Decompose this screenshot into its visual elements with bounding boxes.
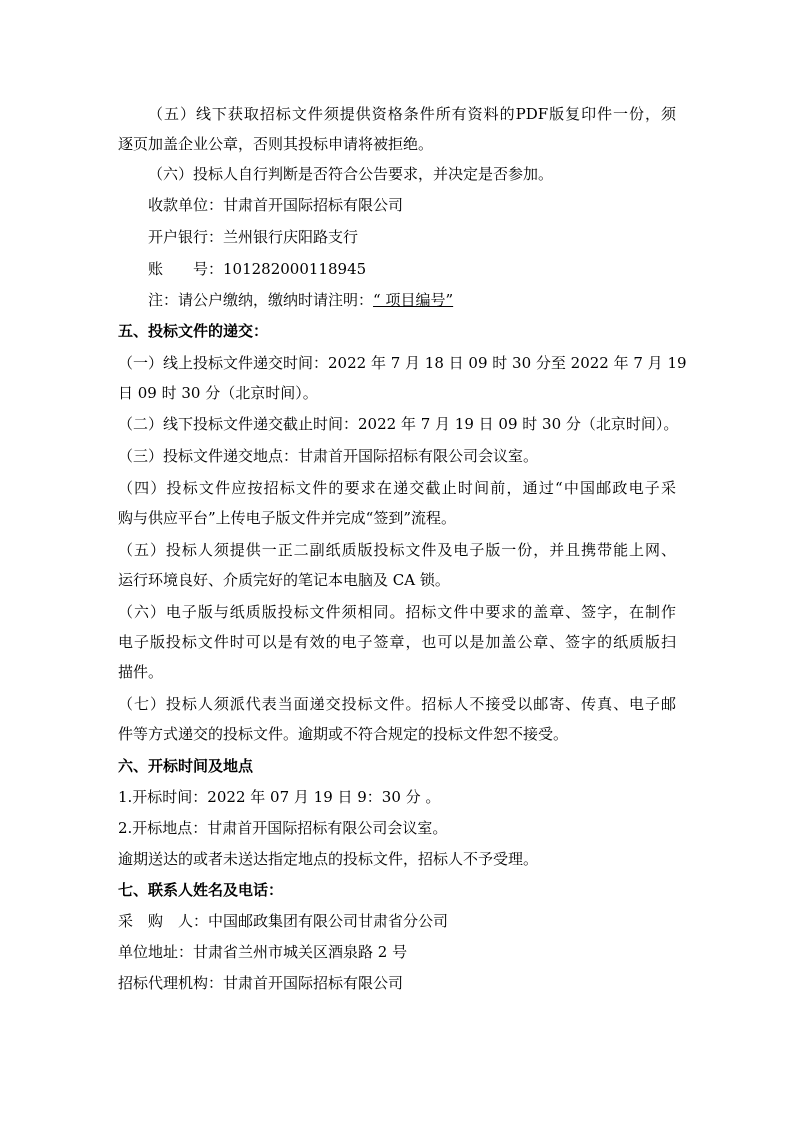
item-1-line-2: 日 09 时 30 分（北京时间）。	[118, 384, 318, 402]
item-4-line-1: （四）投标文件应按招标文件的要求在递交截止时间前，通过“中国邮政电子采	[118, 479, 676, 497]
item-4-line-2: 购与供应平台”上传电子版文件并完成“签到”流程。	[118, 509, 457, 527]
payee-line: 收款单位：甘肃首开国际招标有限公司	[148, 196, 404, 214]
item-1-line-1: （一）线上投标文件递交时间：2022 年 7 月 18 日 09 时 30 分至 2022 年 7 月 19	[118, 354, 687, 372]
item-7-line-2: 件等方式递交的投标文件。逾期或不符合规定的投标文件恕不接受。	[118, 725, 569, 743]
purchaser-line: 采 购 人：中国邮政集团有限公司甘肃省分公司	[118, 912, 449, 930]
item-5-line-2: 运行环境良好、介质完好的笔记本电脑及 CA 锁。	[118, 571, 450, 589]
bank-line: 开户银行：兰州银行庆阳路支行	[148, 228, 359, 246]
item-5-line-1: （五）投标人须提供一正二副纸质版投标文件及电子版一份，并且携带能上网、	[118, 541, 676, 559]
opening-place: 2.开标地点：甘肃首开国际招标有限公司会议室。	[118, 819, 448, 837]
item-2: （二）线下投标文件递交截止时间：2022 年 7 月 19 日 09 时 30 分（北京时间）。	[118, 415, 679, 433]
account-line: 账 号：101282000118945	[148, 260, 367, 278]
paragraph-5-line-2: 逐页加盖企业公章，否则其投标申请将被拒绝。	[118, 135, 434, 153]
item-7-line-1: （七）投标人须派代表当面递交投标文件。招标人不接受以邮寄、传真、电子邮	[118, 695, 676, 713]
item-3: （三）投标文件递交地点：甘肃首开国际招标有限公司会议室。	[118, 447, 539, 465]
section-5-heading: 五、投标文件的递交：	[118, 322, 269, 340]
item-6-line-3: 描件。	[118, 663, 164, 681]
item-6-line-1: （六）电子版与纸质版投标文件须相同。招标文件中要求的盖章、签字，在制作	[118, 603, 676, 621]
address-line: 单位地址：甘肃省兰州市城关区酒泉路 2 号	[118, 943, 408, 961]
item-6-line-2: 电子版投标文件时可以是有效的电子签章，也可以是加盖公章、签字的纸质版扫	[118, 633, 676, 651]
opening-time: 1.开标时间：2022 年 07 月 19 日 9：30 分 。	[118, 788, 441, 806]
paragraph-5-line-1: （五）线下获取招标文件须提供资格条件所有资料的PDF版复印件一份，须	[148, 105, 676, 123]
payment-note-text: 注：请公户缴纳，缴纳时请注明：	[148, 291, 374, 309]
section-6-heading: 六、开标时间及地点	[118, 757, 254, 775]
agency-line: 招标代理机构：甘肃首开国际招标有限公司	[118, 974, 404, 992]
payment-note	[148, 290, 453, 310]
section-7-heading: 七、联系人姓名及电话：	[118, 881, 284, 899]
late-notice: 逾期送达的或者未送达指定地点的投标文件，招标人不予受理。	[118, 850, 539, 868]
project-number-mark: “ 项目编号”	[373, 291, 454, 309]
paragraph-6: （六）投标人自行判断是否符合公告要求，并决定是否参加。	[148, 165, 554, 183]
